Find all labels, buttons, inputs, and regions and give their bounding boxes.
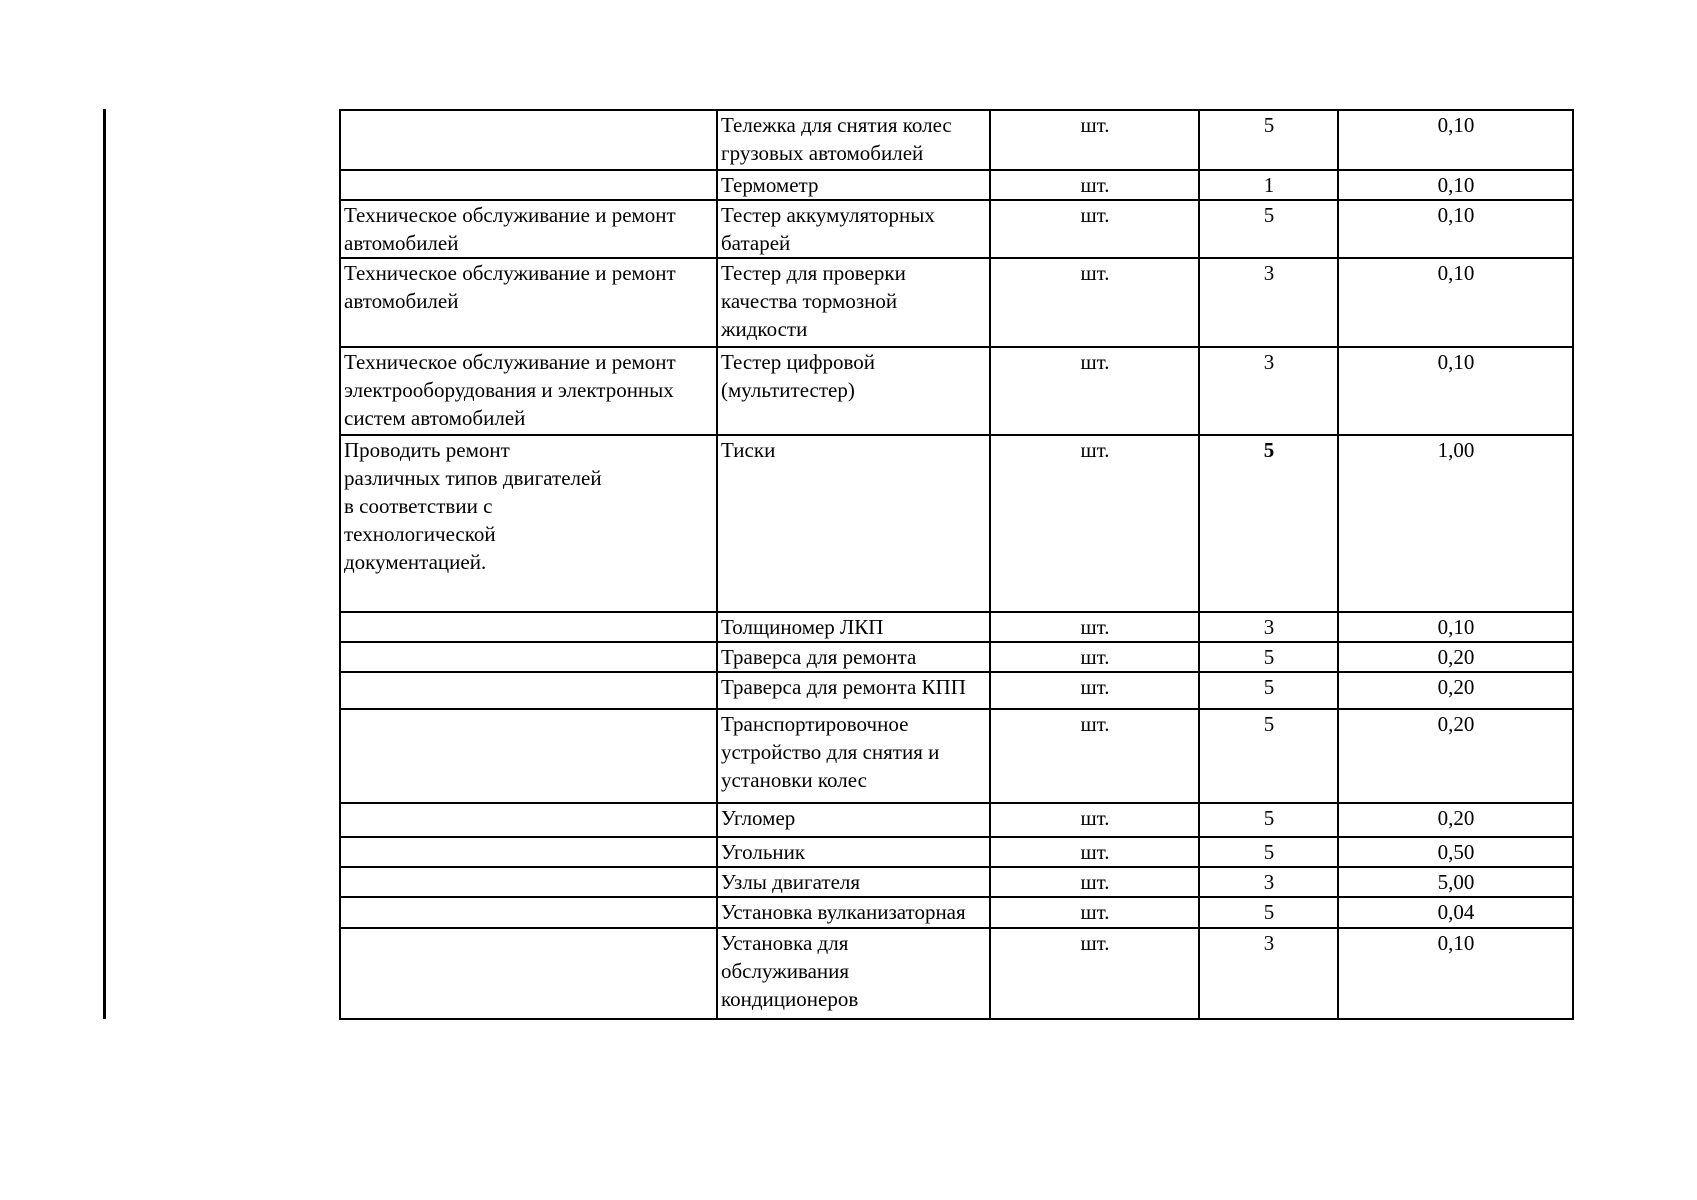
table-row: [340, 672, 1573, 709]
section-cell: [340, 110, 717, 170]
quantity-cell: 5: [1199, 803, 1338, 837]
ratio-cell: 0,20: [1338, 672, 1573, 709]
ratio-cell: 0,10: [1338, 928, 1573, 1019]
unit-cell: шт.: [990, 258, 1199, 347]
ratio-cell: 0,10: [1338, 347, 1573, 435]
equipment-name-cell: Термометр: [717, 170, 990, 200]
unit-cell: шт.: [990, 347, 1199, 435]
quantity-cell: 5: [1199, 200, 1338, 258]
quantity-cell: 1: [1199, 170, 1338, 200]
ratio-cell: 0,04: [1338, 897, 1573, 928]
ratio-cell: 0,20: [1338, 642, 1573, 672]
quantity-cell: 5: [1199, 642, 1338, 672]
table-row: [340, 867, 1573, 897]
section-cell: Проводить ремонт различных типов двигателей в соответствии с технологической документацией.: [340, 435, 717, 612]
table-row: [340, 928, 1573, 1019]
section-cell: [340, 803, 717, 837]
section-cell: Техническое обслуживание и ремонт автомобилей: [340, 258, 717, 347]
equipment-name-cell: Установка для обслуживания кондиционеров: [717, 928, 990, 1019]
unit-cell: шт.: [990, 642, 1199, 672]
section-cell: [340, 612, 717, 642]
section-cell: [340, 867, 717, 897]
table-row: [340, 642, 1573, 672]
page-margin-rule: [103, 109, 106, 1019]
table-row: [340, 347, 1573, 435]
quantity-cell: 5: [1199, 709, 1338, 803]
section-cell: [340, 928, 717, 1019]
quantity-cell: 3: [1199, 612, 1338, 642]
table-row: [340, 612, 1573, 642]
equipment-name-cell: Тиски: [717, 435, 990, 612]
equipment-table-body: [340, 110, 1573, 1019]
table-row: [340, 200, 1573, 258]
ratio-cell: 0,50: [1338, 837, 1573, 867]
quantity-cell: 5: [1199, 897, 1338, 928]
section-cell: Техническое обслуживание и ремонт электрооборудования и электронных систем автомобилей: [340, 347, 717, 435]
unit-cell: шт.: [990, 110, 1199, 170]
unit-cell: шт.: [990, 897, 1199, 928]
ratio-cell: 0,10: [1338, 258, 1573, 347]
unit-cell: шт.: [990, 200, 1199, 258]
equipment-name-cell: Тестер аккумуляторных батарей: [717, 200, 990, 258]
section-cell: [340, 642, 717, 672]
section-cell: [340, 837, 717, 867]
equipment-name-cell: Тестер для проверки качества тормозной жидкости: [717, 258, 990, 347]
equipment-name-cell: Траверса для ремонта КПП: [717, 672, 990, 709]
quantity-cell: 3: [1199, 928, 1338, 1019]
equipment-name-cell: Тележка для снятия колес грузовых автомобилей: [717, 110, 990, 170]
unit-cell: шт.: [990, 867, 1199, 897]
equipment-name-cell: Толщиномер ЛКП: [717, 612, 990, 642]
unit-cell: шт.: [990, 928, 1199, 1019]
equipment-name-cell: Тестер цифровой (мультитестер): [717, 347, 990, 435]
section-cell: [340, 672, 717, 709]
quantity-cell: 5: [1199, 837, 1338, 867]
section-cell: [340, 897, 717, 928]
section-cell: [340, 170, 717, 200]
equipment-name-cell: Угольник: [717, 837, 990, 867]
equipment-name-cell: Узлы двигателя: [717, 867, 990, 897]
ratio-cell: 1,00: [1338, 435, 1573, 612]
equipment-name-cell: Угломер: [717, 803, 990, 837]
table-row: [340, 110, 1573, 170]
table-row: [340, 170, 1573, 200]
unit-cell: шт.: [990, 837, 1199, 867]
quantity-cell: 5: [1199, 672, 1338, 709]
ratio-cell: 0,10: [1338, 110, 1573, 170]
ratio-cell: 0,20: [1338, 803, 1573, 837]
table-row: [340, 435, 1573, 612]
equipment-name-cell: Транспортировочное устройство для снятия и установки колес: [717, 709, 990, 803]
quantity-cell: 5: [1199, 435, 1338, 612]
unit-cell: шт.: [990, 803, 1199, 837]
table-row: [340, 258, 1573, 347]
ratio-cell: 5,00: [1338, 867, 1573, 897]
quantity-cell: 5: [1199, 110, 1338, 170]
ratio-cell: 0,10: [1338, 612, 1573, 642]
ratio-cell: 0,10: [1338, 200, 1573, 258]
table-row: [340, 709, 1573, 803]
section-cell: Техническое обслуживание и ремонт автомобилей: [340, 200, 717, 258]
quantity-cell: 3: [1199, 867, 1338, 897]
ratio-cell: 0,20: [1338, 709, 1573, 803]
unit-cell: шт.: [990, 435, 1199, 612]
equipment-name-cell: Установка вулканизаторная: [717, 897, 990, 928]
unit-cell: шт.: [990, 709, 1199, 803]
unit-cell: шт.: [990, 672, 1199, 709]
equipment-table: [339, 109, 1574, 1020]
unit-cell: шт.: [990, 170, 1199, 200]
table-row: [340, 897, 1573, 928]
quantity-cell: 3: [1199, 347, 1338, 435]
quantity-cell: 3: [1199, 258, 1338, 347]
ratio-cell: 0,10: [1338, 170, 1573, 200]
equipment-name-cell: Траверса для ремонта: [717, 642, 990, 672]
unit-cell: шт.: [990, 612, 1199, 642]
section-cell: [340, 709, 717, 803]
table-row: [340, 803, 1573, 837]
table-row: [340, 837, 1573, 867]
